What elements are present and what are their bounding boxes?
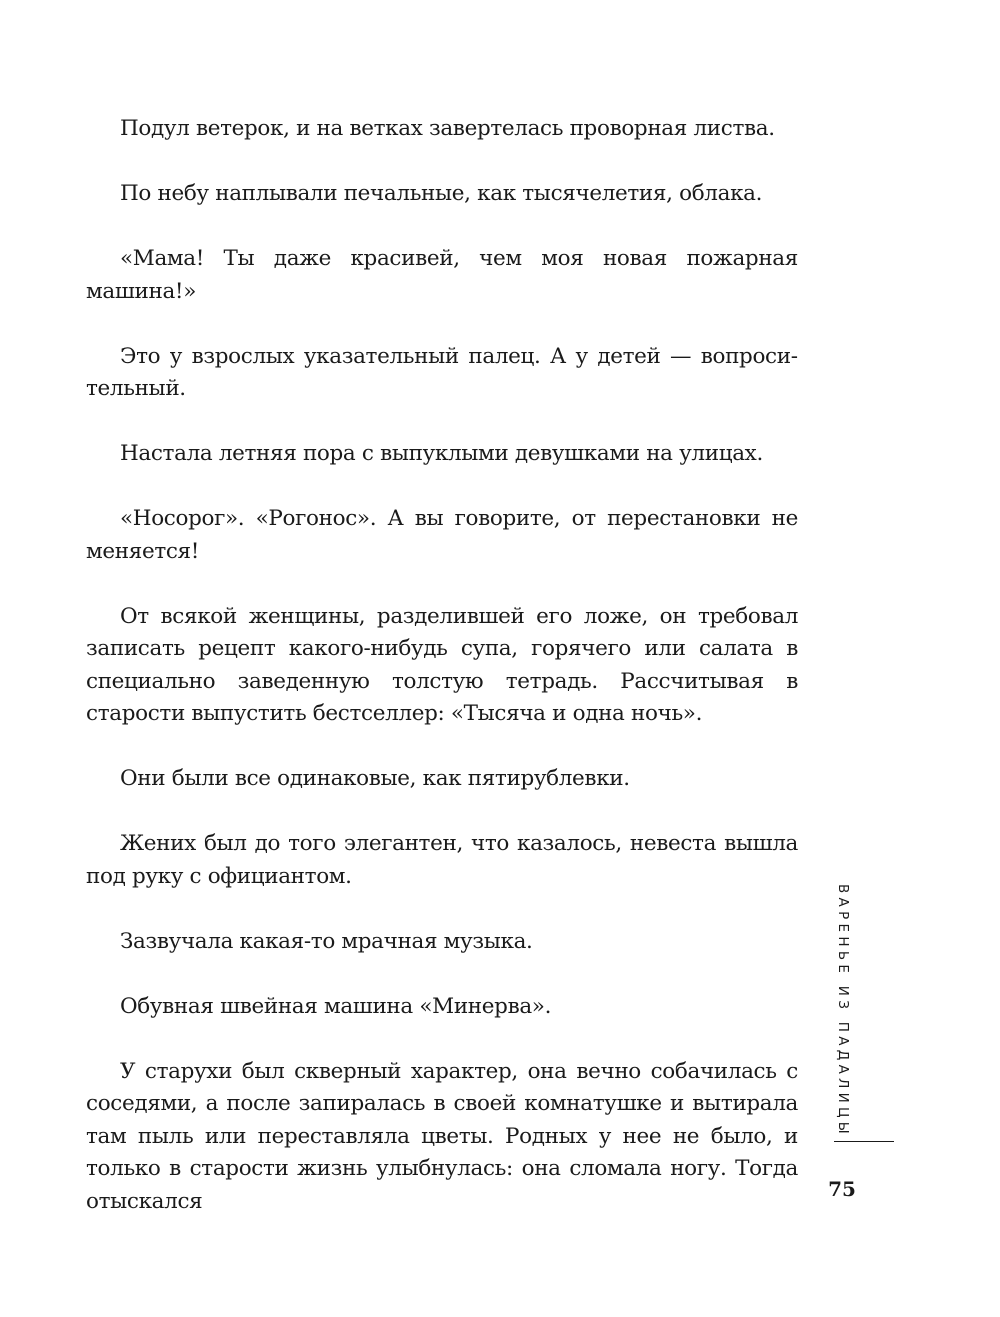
page-number: 75 (828, 1177, 856, 1201)
paragraph: Они были все одинаковые, как пятирублевки. (120, 766, 630, 791)
paragraph: «Мама! Ты даже красивей, чем моя новая пожарная машина!» (86, 246, 798, 304)
paragraph: Это у взрослых указательный палец. А у детей — вопросительный. (86, 343, 798, 401)
running-title: ВАРЕНЬЕ ИЗ ПАДАЛИЦЫ (835, 884, 851, 1138)
paragraph: Обувная швейная машина «Минерва». (120, 993, 552, 1019)
folio-rule (834, 1141, 894, 1142)
paragraph: Зазвучала какая-то мрачная музыка. (120, 928, 533, 954)
paragraph: Жених был до того элегантен, что казалось, невеста вышла под руку с официантом. (86, 831, 798, 889)
paragraph: Настала летняя пора с выпуклыми девушками на улицах. (120, 441, 763, 466)
paragraph: От всякой женщины, разделившей его ложе, он требовал записать рецепт какого-нибудь супа, горячего или салата в специально заведенную толстую тетрадь. Рассчитывая в старости выпустить бестселлер: «Тысяча и одна ночь». (86, 603, 798, 726)
paragraph: По небу наплывали печальные, как тысячелетия, облака. (120, 181, 763, 206)
paragraph: Подул ветерок, и на ветках завертелась проворная листва. (120, 116, 775, 141)
paragraph: «Носорог». «Рогонос». А вы говорите, от перестановки не меняется! (86, 506, 798, 564)
paragraph: У старухи был скверный характер, она вечно собачилась с соседями, а после запиралась в своей комнатушке и вытирала там пыль или переставляла цветы. Родных у нее не было, и только в старости жизнь улыбнулась: она сломала ногу. Тогда отыскался (86, 1058, 798, 1214)
body-text (86, 113, 798, 1218)
